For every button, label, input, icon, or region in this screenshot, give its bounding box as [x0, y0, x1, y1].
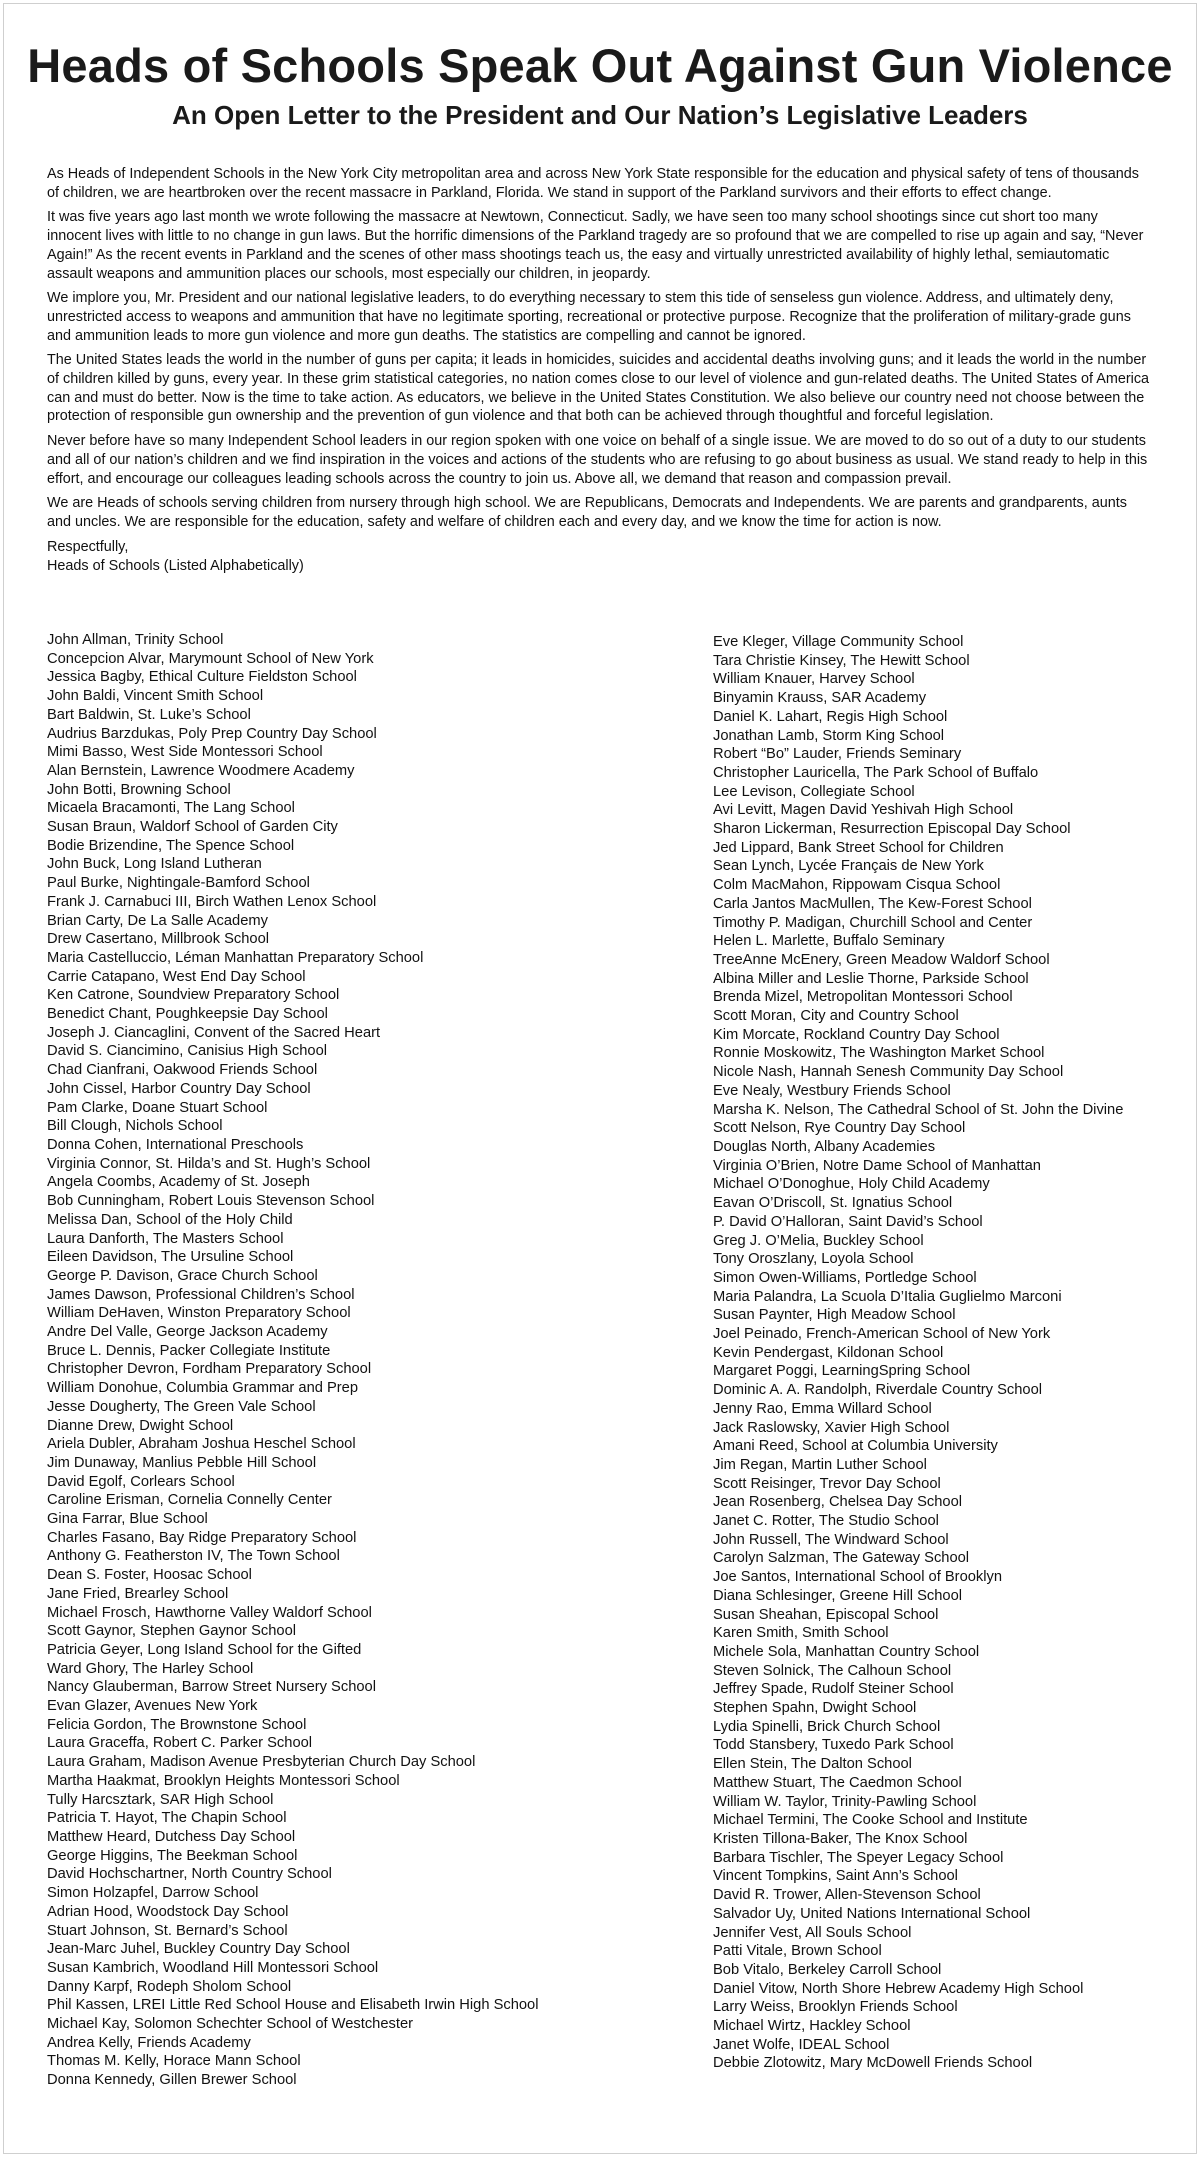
signatory-entry: Margaret Poggi, LearningSpring School — [713, 1363, 971, 1380]
signatory-entry: Patti Vitale, Brown School — [713, 1943, 882, 1960]
signatory-entry: Robert “Bo” Lauder, Friends Seminary — [713, 746, 962, 763]
signatory-entry: Donna Kennedy, Gillen Brewer School — [47, 2072, 297, 2089]
signatory-entry: Brenda Mizel, Metropolitan Montessori School — [713, 989, 1013, 1006]
signatory-entry: Eavan O’Driscoll, St. Ignatius School — [713, 1195, 953, 1212]
signatory-entry: Virginia Connor, St. Hilda’s and St. Hugh’s School — [47, 1155, 371, 1172]
signatory-entry: Daniel K. Lahart, Regis High School — [713, 708, 948, 725]
signatory-entry: John Allman, Trinity School — [47, 632, 224, 648]
signatory-entry: Pam Clarke, Doane Stuart School — [47, 1099, 268, 1116]
signatory-entry: David S. Ciancimino, Canisius High School — [47, 1043, 328, 1060]
signatory-entry: David R. Trower, Allen-Stevenson School — [713, 1887, 981, 1904]
signatory-entry: Anthony G. Featherston IV, The Town School — [47, 1548, 340, 1565]
signatory-entry: Maria Castelluccio, Léman Manhattan Preparatory School — [47, 949, 424, 966]
signatory-entry: Bruce L. Dennis, Packer Collegiate Institute — [47, 1342, 331, 1359]
signatory-entry: Bodie Brizendine, The Spence School — [47, 837, 295, 854]
signatory-entry: Jeffrey Spade, Rudolf Steiner School — [713, 1681, 954, 1698]
signatory-entry: Avi Levitt, Magen David Yeshivah High School — [713, 802, 1014, 819]
signatory-entry: Scott Nelson, Rye Country Day School — [713, 1120, 966, 1137]
signatory-entry: Kim Morcate, Rockland Country Day School — [713, 1026, 1000, 1043]
signatory-entry: Susan Sheahan, Episcopal School — [713, 1606, 939, 1623]
signatory-entry: Tully Harcsztark, SAR High School — [47, 1791, 274, 1808]
signatory-entry: Jane Fried, Brearley School — [47, 1585, 229, 1602]
signatory-entry: Scott Reisinger, Trevor Day School — [713, 1475, 941, 1492]
signatory-entry: John Botti, Browning School — [47, 781, 231, 798]
signatory-entry: Bill Clough, Nichols School — [47, 1118, 223, 1135]
signatory-entry: Lydia Spinelli, Brick Church School — [713, 1718, 941, 1735]
signatory-entry: Barbara Tischler, The Speyer Legacy School — [713, 1849, 1004, 1866]
signatory-entry: Bob Vitalo, Berkeley Carroll School — [713, 1961, 942, 1978]
signatory-entry: Dominic A. A. Randolph, Riverdale Country School — [713, 1382, 1043, 1399]
signatory-entry: Simon Holzapfel, Darrow School — [47, 1885, 259, 1902]
paragraph: Never before have so many Independent School leaders in our region spoken with one voice on behalf of a single issue. We are moved to do so out of a duty to our students and all of our nation’s children and we find inspiration in the voices and actions of the students who are refusing to go about business as usual. We stand ready to help in this effort, and encourage our colleagues leading schools across the country to join us. Above all, we demand that reason and compassion prevail. — [47, 433, 1148, 487]
signatory-entry: Evan Glazer, Avenues New York — [47, 1698, 258, 1715]
signatory-entry: Tony Oroszlany, Loyola School — [713, 1251, 914, 1268]
signatory-entry: Laura Danforth, The Masters School — [47, 1230, 284, 1247]
signatory-entry: Jenny Rao, Emma Willard School — [713, 1400, 932, 1417]
signatory-entry: Phil Kassen, LREI Little Red School House and Elisabeth Irwin High School — [47, 1997, 539, 2014]
signatory-entry: Bart Baldwin, St. Luke’s School — [47, 706, 251, 723]
signatory-entry: Vincent Tompkins, Saint Ann’s School — [713, 1868, 958, 1885]
signatory-entry: Laura Graham, Madison Avenue Presbyterian Church Day School — [47, 1754, 476, 1771]
signatory-entry: Jack Raslowsky, Xavier High School — [713, 1419, 950, 1436]
signatory-entry: Joe Santos, International School of Brooklyn — [713, 1569, 1003, 1586]
signatory-entry: Chad Cianfrani, Oakwood Friends School — [47, 1062, 318, 1079]
signatory-entry: Jesse Dougherty, The Green Vale School — [47, 1398, 316, 1415]
signatory-entry: Bob Cunningham, Robert Louis Stevenson School — [47, 1193, 375, 1210]
signatory-entry: Ariela Dubler, Abraham Joshua Heschel School — [47, 1436, 356, 1453]
signatory-entry: Ward Ghory, The Harley School — [47, 1660, 254, 1677]
signatory-entry: Ellen Stein, The Dalton School — [713, 1756, 912, 1773]
signatory-entry: Patricia T. Hayot, The Chapin School — [47, 1810, 287, 1827]
signatory-entry: Thomas M. Kelly, Horace Mann School — [47, 2053, 301, 2070]
signatory-entry: Eve Nealy, Westbury Friends School — [713, 1082, 951, 1099]
signatory-entry: Todd Stansbery, Tuxedo Park School — [713, 1737, 954, 1754]
signatory-entry: Karen Smith, Smith School — [713, 1625, 889, 1642]
signatory-entry: Diana Schlesinger, Greene Hill School — [713, 1587, 963, 1604]
signature-heading: Heads of Schools (Listed Alphabetically) — [47, 557, 304, 574]
subheadline: An Open Letter to the President and Our Nation’s Legislative Leaders — [172, 100, 1028, 130]
signatory-entry: Andre Del Valle, George Jackson Academy — [47, 1324, 328, 1341]
signatory-entry: Micaela Bracamonti, The Lang School — [47, 800, 295, 817]
signatory-entry: Binyamin Krauss, SAR Academy — [713, 690, 927, 707]
signatory-entry: Michael Frosch, Hawthorne Valley Waldorf School — [47, 1604, 372, 1621]
signatory-entry: William W. Taylor, Trinity-Pawling School — [713, 1793, 977, 1810]
signatory-entry: Joseph J. Ciancaglini, Convent of the Sacred Heart — [47, 1024, 381, 1041]
signatory-entry: Stuart Johnson, St. Bernard’s School — [47, 1922, 288, 1939]
signatory-entry: Eileen Davidson, The Ursuline School — [47, 1249, 294, 1266]
signatory-entry: Helen L. Marlette, Buffalo Seminary — [713, 933, 945, 950]
signatory-entry: Jonathan Lamb, Storm King School — [713, 727, 945, 744]
signatory-entry: Jean-Marc Juhel, Buckley Country Day School — [47, 1941, 350, 1958]
signatory-entry: Michael Kay, Solomon Schechter School of Westchester — [47, 2016, 414, 2033]
signatory-entry: Frank J. Carnabuci III, Birch Wathen Lenox School — [47, 893, 377, 910]
signatory-entry: Alan Bernstein, Lawrence Woodmere Academy — [47, 762, 355, 779]
signatory-entry: P. David O’Halloran, Saint David’s School — [713, 1213, 983, 1230]
signatory-entry: Patricia Geyer, Long Island School for the Gifted — [47, 1641, 362, 1658]
signatory-entry: Jennifer Vest, All Souls School — [713, 1924, 912, 1941]
signatory-entry: Michael O’Donoghue, Holy Child Academy — [713, 1176, 990, 1193]
signatory-entry: TreeAnne McEnery, Green Meadow Waldorf School — [713, 951, 1050, 968]
signatory-entry: Audrius Barzdukas, Poly Prep Country Day School — [47, 725, 377, 742]
signatory-entry: Salvador Uy, United Nations International School — [713, 1905, 1031, 1922]
signatory-entry: Mimi Basso, West Side Montessori School — [47, 744, 323, 761]
signatory-entry: Tara Christie Kinsey, The Hewitt School — [713, 652, 970, 669]
closing: Respectfully, — [47, 538, 129, 555]
signatory-entry: John Russell, The Windward School — [713, 1531, 949, 1548]
signatory-entry: Christopher Devron, Fordham Preparatory School — [47, 1361, 372, 1378]
signatory-entry: Angela Coombs, Academy of St. Joseph — [47, 1174, 310, 1191]
letter-body — [47, 165, 1153, 576]
signatory-entry: Melissa Dan, School of the Holy Child — [47, 1211, 293, 1228]
signatory-entry: Carla Jantos MacMullen, The Kew-Forest School — [713, 895, 1032, 912]
signatory-entry: Susan Paynter, High Meadow School — [713, 1307, 956, 1324]
signatory-entry: Steven Solnick, The Calhoun School — [713, 1662, 952, 1679]
signatory-entry: Jim Regan, Martin Luther School — [713, 1456, 927, 1473]
signatory-entry: Larry Weiss, Brooklyn Friends School — [713, 1999, 958, 2016]
signatory-entry: David Egolf, Corlears School — [47, 1473, 235, 1490]
signatory-entry: Kevin Pendergast, Kildonan School — [713, 1344, 944, 1361]
signatory-entry: Adrian Hood, Woodstock Day School — [47, 1903, 289, 1920]
signatory-entry: Michael Termini, The Cooke School and Institute — [713, 1812, 1028, 1829]
signatory-entry: Sharon Lickerman, Resurrection Episcopal Day School — [713, 821, 1071, 838]
signatory-entry: William Knauer, Harvey School — [713, 671, 915, 688]
paragraph: The United States leads the world in the number of guns per capita; it leads in homicides, suicides and accidental deaths involving guns; and it leads the world in the number of children killed by guns, every year. In these grim statistical categories, no nation comes close to our level of violence and gun-related deaths. The United States of America can and must do better. Now is the time to take action. As educators, we believe in the United States Constitution. We also believe our country need not choose between the protection of responsible gun ownership and the prevention of gun violence and that both can be achieved through thoughtful and forceful legislation. — [47, 352, 1150, 425]
signatory-entry: Dianne Drew, Dwight School — [47, 1417, 234, 1434]
signatory-entry: Martha Haakmat, Brooklyn Heights Montessori School — [47, 1772, 400, 1789]
signatory-entry: Michael Wirtz, Hackley School — [713, 2018, 911, 2035]
signatory-entry: Andrea Kelly, Friends Academy — [47, 2034, 251, 2051]
signatory-entry: Ken Catrone, Soundview Preparatory School — [47, 987, 340, 1004]
signatory-entry: William Donohue, Columbia Grammar and Prep — [47, 1380, 359, 1397]
signatory-entry: Nicole Nash, Hannah Senesh Community Day School — [713, 1064, 1064, 1081]
signatory-entry: Danny Karpf, Rodeph Sholom School — [47, 1978, 292, 1995]
signatory-entry: Jed Lippard, Bank Street School for Children — [713, 839, 1004, 856]
signatory-entry: Gina Farrar, Blue School — [47, 1511, 208, 1528]
signatory-entry: Charles Fasano, Bay Ridge Preparatory School — [47, 1529, 357, 1546]
signatory-entry: Paul Burke, Nightingale-Bamford School — [47, 875, 310, 892]
signatory-entry: Jessica Bagby, Ethical Culture Fieldston School — [47, 669, 357, 686]
signatory-entry: Marsha K. Nelson, The Cathedral School of St. John the Divine — [713, 1101, 1124, 1118]
signatories-left-column — [47, 631, 667, 2090]
signatory-entry: Douglas North, Albany Academies — [713, 1138, 936, 1155]
signatory-entry: Virginia O’Brien, Notre Dame School of Manhattan — [713, 1157, 1041, 1174]
signatory-entry: Jean Rosenberg, Chelsea Day School — [713, 1494, 963, 1511]
signatory-entry: Dean S. Foster, Hoosac School — [47, 1567, 252, 1584]
signatory-entry: Matthew Stuart, The Caedmon School — [713, 1774, 962, 1791]
signatory-entry: Ronnie Moskowitz, The Washington Market School — [713, 1045, 1045, 1062]
signatory-entry: Drew Casertano, Millbrook School — [47, 931, 270, 948]
paragraph: It was five years ago last month we wrote following the massacre at Newtown, Connecticut. Sadly, we have seen too many school shootings since cut short too many innocent lives with little to no change in gun laws. But the horrific dimensions of the Parkland tragedy are so profound that we are compelled to rise up again and say, “Never Again!” As the recent events in Parkland and the scenes of other mass shootings teach us, the easy and virtually unrestricted availability of highly lethal, semiautomatic assault weapons and ammunition places our schools, most especially our children, in jeopardy. — [47, 209, 1144, 282]
signatory-entry: John Baldi, Vincent Smith School — [47, 688, 264, 705]
signatory-entry: Carrie Catapano, West End Day School — [47, 968, 306, 985]
signatory-entry: Susan Braun, Waldorf School of Garden City — [47, 819, 338, 836]
signatory-entry: David Hochschartner, North Country School — [47, 1866, 332, 1883]
signatory-entry: George P. Davison, Grace Church School — [47, 1267, 318, 1284]
signatory-entry: George Higgins, The Beekman School — [47, 1847, 298, 1864]
paragraph: As Heads of Independent Schools in the New York City metropolitan area and across New York State responsible for the education and physical safety of tens of thousands of children, we are heartbroken over the recent massacre in Parkland, Florida. We stand in support of the Parkland survivors and their efforts to effect change. — [47, 166, 1139, 201]
signatory-entry: Scott Gaynor, Stephen Gaynor School — [47, 1623, 297, 1640]
paragraph: We are Heads of schools serving children from nursery through high school. We are Republicans, Democrats and Independents. We are parents and grandparents, aunts and uncles. We are responsible for the education, safety and welfare of children each and every day, and we know the time for action is now. — [47, 495, 1127, 530]
signatory-entry: Maria Palandra, La Scuola D’Italia Guglielmo Marconi — [713, 1288, 1062, 1305]
signatory-entry: Susan Kambrich, Woodland Hill Montessori School — [47, 1959, 379, 1976]
signatory-entry: Greg J. O’Melia, Buckley School — [713, 1232, 924, 1249]
signatory-entry: Jim Dunaway, Manlius Pebble Hill School — [47, 1454, 317, 1471]
signatories-right-column — [713, 633, 1173, 2073]
signatory-entry: Kristen Tillona-Baker, The Knox School — [713, 1831, 968, 1847]
signatory-entry: Janet C. Rotter, The Studio School — [713, 1513, 939, 1530]
signatory-entry: Matthew Heard, Dutchess Day School — [47, 1829, 296, 1845]
signatory-entry: Laura Graceffa, Robert C. Parker School — [47, 1735, 313, 1752]
signatory-entry: James Dawson, Professional Children’s School — [47, 1286, 355, 1303]
signatory-entry: Timothy P. Madigan, Churchill School and Center — [713, 914, 1033, 931]
signatory-entry: Michele Sola, Manhattan Country School — [713, 1643, 980, 1660]
signatory-entry: Lee Levison, Collegiate School — [713, 783, 915, 800]
signatory-entry: Janet Wolfe, IDEAL School — [713, 2036, 890, 2053]
signatory-entry: Joel Peinado, French-American School of New York — [713, 1326, 1051, 1343]
signatory-entry: Concepcion Alvar, Marymount School of New York — [47, 650, 374, 667]
signatory-entry: Amani Reed, School at Columbia University — [713, 1438, 998, 1455]
signatory-entry: John Buck, Long Island Lutheran — [47, 856, 262, 873]
paragraph: We implore you, Mr. President and our national legislative leaders, to do everything necessary to stem this tide of senseless gun violence. Address, and ultimately deny, unrestricted access to weapons and ammunition that have no legitimate sporting, recreational or protective purpose. Recognize that the proliferation of military-grade guns and ammunition leads to more gun violence and more gun deaths. The statistics are compelling and cannot be ignored. — [47, 290, 1131, 344]
signatory-entry: William DeHaven, Winston Preparatory School — [47, 1305, 351, 1322]
signatory-entry: Albina Miller and Leslie Thorne, Parkside School — [713, 970, 1029, 987]
signatory-entry: John Cissel, Harbor Country Day School — [47, 1080, 311, 1097]
signatory-entry: Benedict Chant, Poughkeepsie Day School — [47, 1006, 328, 1023]
signatory-entry: Donna Cohen, International Preschools — [47, 1136, 304, 1153]
signatory-entry: Scott Moran, City and Country School — [713, 1008, 959, 1025]
signatory-entry: Daniel Vitow, North Shore Hebrew Academy High School — [713, 1980, 1084, 1997]
signatory-entry: Nancy Glauberman, Barrow Street Nursery School — [47, 1679, 376, 1696]
signatory-entry: Caroline Erisman, Cornelia Connelly Center — [47, 1492, 332, 1509]
signatory-entry: Stephen Spahn, Dwight School — [713, 1700, 917, 1717]
signatory-entry: Brian Carty, De La Salle Academy — [47, 912, 268, 929]
headline: Heads of Schools Speak Out Against Gun Violence — [27, 39, 1173, 92]
signatory-entry: Christopher Lauricella, The Park School of Buffalo — [713, 764, 1039, 781]
signatory-entry: Colm MacMahon, Rippowam Cisqua School — [713, 877, 1001, 894]
signatory-entry: Felicia Gordon, The Brownstone School — [47, 1716, 307, 1733]
signatory-entry: Eve Kleger, Village Community School — [713, 634, 964, 650]
signoff — [47, 538, 1153, 576]
signatory-entry: Simon Owen-Williams, Portledge School — [713, 1269, 977, 1286]
signatory-entry: Sean Lynch, Lycée Français de New York — [713, 858, 984, 875]
signatory-entry: Carolyn Salzman, The Gateway School — [713, 1550, 970, 1567]
signatory-entry: Debbie Zlotowitz, Mary McDowell Friends School — [713, 2055, 1033, 2072]
